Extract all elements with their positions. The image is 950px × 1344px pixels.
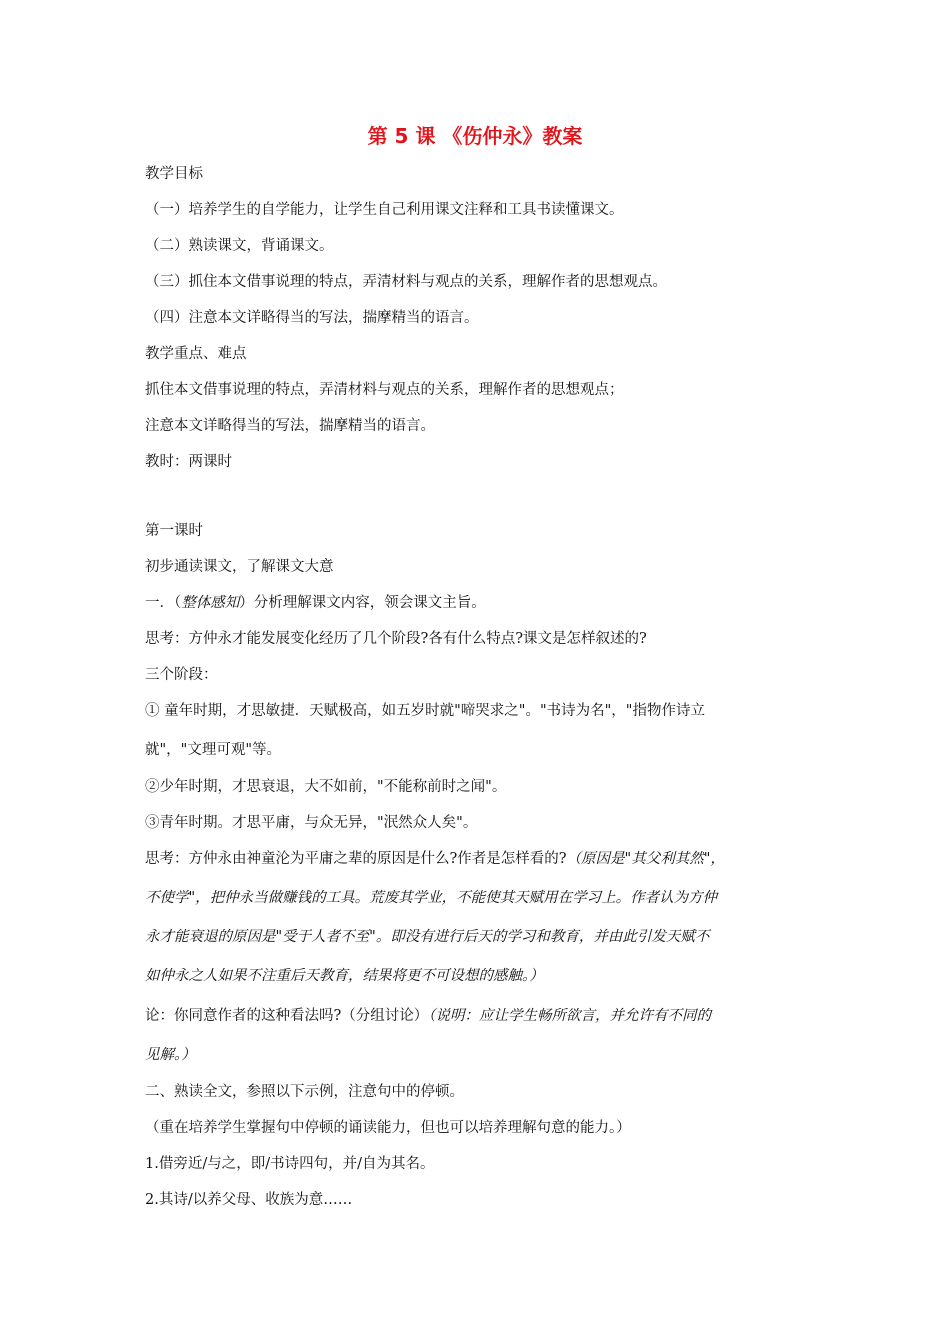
section-one	[145, 593, 815, 613]
objective-3: （三）抓住本文借事说理的特点，弄清材料与观点的关系，理解作者的思想观点。	[145, 274, 667, 290]
answer-line-3: 永才能衰退的原因是"受于人者不至"。即没有进行后天的学习和教育，并由此引发天赋不	[145, 929, 710, 945]
heading-key-points: 教学重点、难点	[145, 346, 247, 362]
heading-objectives: 教学目标	[145, 166, 203, 182]
three-stages: 三个阶段：	[145, 667, 218, 683]
discussion-note: （说明：应让学生畅所欲言，并允许有不同的	[428, 1008, 712, 1024]
question-2-text: 思考：方仲永由神童沦为平庸之辈的原因是什么?作者是怎样看的?	[145, 851, 567, 867]
section-two: 二、熟读全文，参照以下示例，注意句中的停顿。	[145, 1084, 464, 1100]
class-hours: 教时：两课时	[145, 454, 232, 470]
objective-2: （二）熟读课文，背诵课文。	[145, 238, 334, 254]
discussion	[145, 1006, 815, 1026]
page-title: 第 5 课 《伤仲永》教案	[367, 124, 583, 148]
question-1: 思考：方仲永才能发展变化经历了几个阶段?各有什么特点?课文是怎样叙述的?	[145, 631, 647, 647]
heading-first-lesson: 第一课时	[145, 523, 203, 539]
stage-3: ③青年时期。才思平庸，与众无异，"泯然众人矣"。	[145, 815, 478, 831]
section-one-prefix: 一．（	[145, 595, 182, 611]
lesson-aim: 初步通读课文，了解课文大意	[145, 559, 334, 575]
key-point-2: 注意本文详略得当的写法，揣摩精当的语言。	[145, 418, 435, 434]
objective-1: （一）培养学生的自学能力，让学生自己利用课文注释和工具书读懂课文。	[145, 202, 624, 218]
example-1: 1.借旁近/与之，即/书诗四句，并/自为其名。	[145, 1156, 435, 1172]
example-2: 2.其诗/以养父母、收族为意……	[145, 1192, 353, 1208]
answer-line-4: 如仲永之人如果不注重后天教育，结果将更不可设想的感触。）	[145, 968, 544, 984]
key-point-1: 抓住本文借事说理的特点，弄清材料与观点的关系，理解作者的思想观点；	[145, 382, 624, 398]
answer-line-2: 不使学"，把仲永当做赚钱的工具。荒废其学业，不能使其天赋用在学习上。作者认为方仲	[145, 890, 718, 906]
objective-4: （四）注意本文详略得当的写法，揣摩精当的语言。	[145, 310, 479, 326]
section-two-note: （重在培养学生掌握句中停顿的诵读能力，但也可以培养理解句意的能力。）	[145, 1120, 631, 1136]
discussion-text: 论：你同意作者的这种看法吗?（分组讨论）	[145, 1008, 429, 1024]
discussion-note-cont: 见解。）	[145, 1047, 196, 1063]
stage-1: ① 童年时期，才思敏捷．天赋极高，如五岁时就"啼哭求之"。"书诗为名"，"指物作诗立	[145, 703, 705, 719]
question-2-answer: （原因是"其父利其然"，	[566, 851, 725, 867]
stage-1-cont: 就"，"文理可观"等。	[145, 742, 282, 758]
section-one-italic: 整体感知	[181, 595, 240, 611]
question-2	[145, 849, 815, 869]
stage-2: ②少年时期，才思衰退，大不如前，"不能称前时之闻"。	[145, 779, 507, 795]
section-one-rest: ）分析理解课文内容，领会课文主旨。	[239, 595, 486, 611]
